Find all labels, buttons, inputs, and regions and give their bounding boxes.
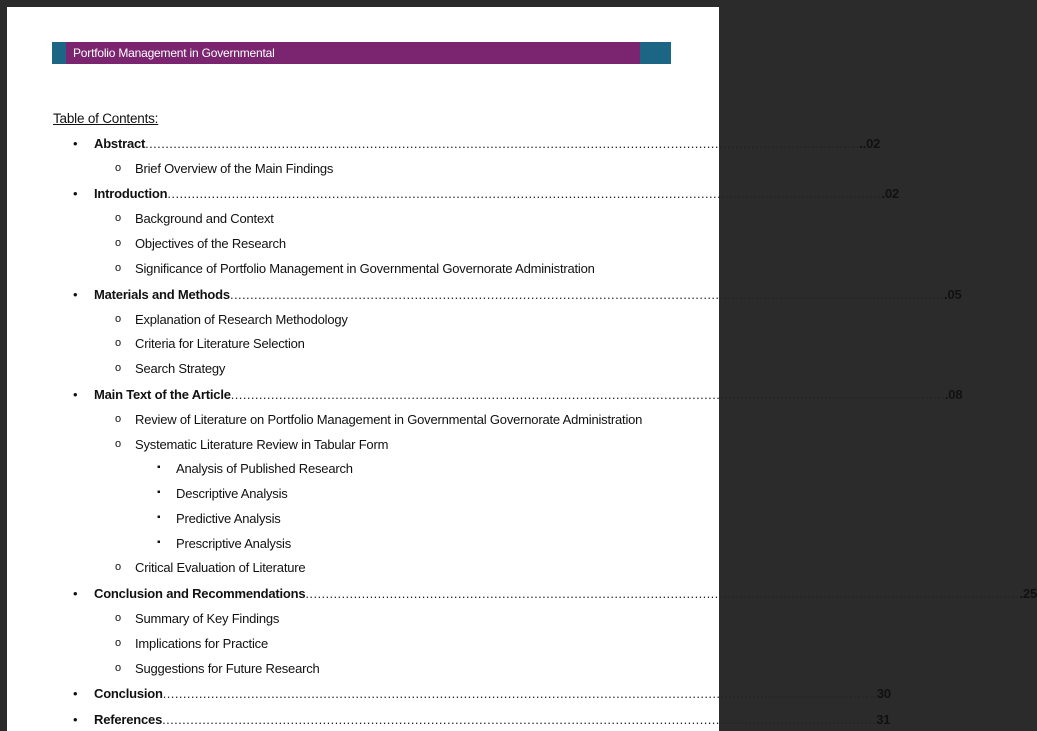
dot-leader: .................................................................................................................................................................................. [145,136,860,151]
circle-bullet-icon: o [115,162,122,174]
dot-leader: .................................................................................................................................................................................. [305,586,1020,601]
toc-entry-conclusion[interactable] [94,686,891,701]
toc-page-number: 30 [876,686,891,701]
circle-bullet-icon: o [115,637,122,649]
toc-entry-main-text[interactable] [94,387,963,402]
circle-bullet-icon: o [115,237,122,249]
circle-bullet-icon: o [115,212,122,224]
dot-leader: .................................................................................................................................................................................. [162,712,877,727]
bullet-icon: • [73,186,78,201]
dot-leader: .................................................................................................................................................................................. [230,387,945,402]
toc-subentry[interactable]: Objectives of the Research [135,236,286,251]
toc-page-number: .05 [944,287,962,302]
circle-bullet-icon: o [115,438,122,450]
toc-entry-label: Abstract [94,136,146,151]
toc-entry-label: Conclusion [94,686,163,701]
toc-entry-label: Main Text of the Article [94,387,231,402]
toc-subsubentry[interactable]: Predictive Analysis [176,511,281,526]
toc-subentry[interactable]: Systematic Literature Review in Tabular Form [135,437,389,452]
toc-page-number: .02 [881,186,900,201]
toc-page-number: .08 [944,387,963,402]
circle-bullet-icon: o [115,362,122,374]
banner-accent-left [52,42,66,64]
bullet-icon: • [73,136,78,151]
dot-leader: .................................................................................................................................................................................. [229,287,945,302]
square-bullet-icon: ▪ [157,487,161,498]
toc-entry-label: Conclusion and Recommendations [94,586,306,601]
header-title: Portfolio Management in Governmental [73,46,275,60]
bullet-icon: • [73,686,78,701]
square-bullet-icon: ▪ [157,462,161,473]
dot-leader: .................................................................................................................................................................................. [162,686,877,701]
toc-subsubentry[interactable]: Analysis of Published Research [176,461,353,476]
toc-subentry[interactable]: Summary of Key Findings [135,611,280,626]
bullet-icon: • [73,586,78,601]
toc-page-number: 31 [876,712,891,727]
toc-entry-introduction[interactable] [94,186,900,201]
toc-subentry[interactable]: Criteria for Literature Selection [135,336,305,351]
toc-subsubentry[interactable]: Descriptive Analysis [176,486,288,501]
toc-subentry[interactable]: Search Strategy [135,361,226,376]
toc-subentry[interactable]: Implications for Practice [135,636,268,651]
toc-subentry[interactable]: Explanation of Research Methodology [135,312,348,327]
toc-entry-methods[interactable] [94,287,962,302]
toc-page-number: .25 [1019,586,1037,601]
circle-bullet-icon: o [115,561,122,573]
circle-bullet-icon: o [115,337,122,349]
circle-bullet-icon: o [115,612,122,624]
toc-entry-references[interactable] [94,712,891,727]
circle-bullet-icon: o [115,662,122,674]
toc-heading: Table of Contents: [53,111,159,126]
bullet-icon: • [73,287,78,302]
toc-entry-label: Introduction [94,186,168,201]
toc-entry-label: References [94,712,163,727]
toc-entry-abstract[interactable] [94,136,881,151]
toc-entry-label: Materials and Methods [94,287,230,302]
toc-page-number: ..02 [859,136,881,151]
toc-subsubentry[interactable]: Prescriptive Analysis [176,536,292,551]
toc-subentry[interactable]: Brief Overview of the Main Findings [135,161,334,176]
banner-accent-right [640,42,671,64]
circle-bullet-icon: o [115,313,122,325]
bullet-icon: • [73,712,78,727]
toc-subentry[interactable]: Suggestions for Future Research [135,661,320,676]
dot-leader: .................................................................................................................................................................................. [167,186,882,201]
square-bullet-icon: ▪ [157,537,161,548]
circle-bullet-icon: o [115,413,122,425]
toc-subentry[interactable]: Critical Evaluation of Literature [135,560,306,575]
toc-subentry[interactable]: Significance of Portfolio Management in Governmental Governorate Administration [135,261,595,276]
document-page [7,7,1037,731]
toc-subentry[interactable]: Review of Literature on Portfolio Management in Governmental Governorate Administration [135,412,643,427]
header-banner [52,42,671,64]
toc-entry-conclusion-recommendations[interactable] [94,586,1037,601]
circle-bullet-icon: o [115,262,122,274]
bullet-icon: • [73,387,78,402]
toc-subentry[interactable]: Background and Context [135,211,274,226]
square-bullet-icon: ▪ [157,512,161,523]
